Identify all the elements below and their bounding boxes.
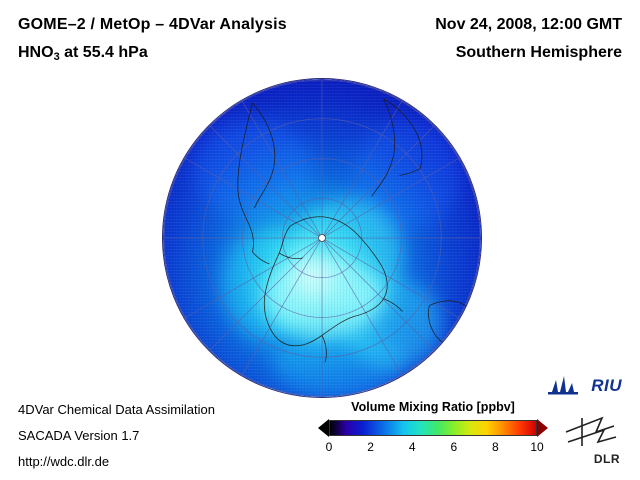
timestamp-label: Nov 24, 2008, 12:00 GMT bbox=[435, 16, 622, 33]
colorbar-tick: 8 bbox=[492, 440, 499, 454]
colorbar-over-arrow bbox=[537, 419, 548, 437]
new-zealand-coastline bbox=[449, 361, 468, 384]
species-label bbox=[18, 44, 148, 62]
globe-disc bbox=[162, 78, 482, 398]
footer-line-2: SACADA Version 1.7 bbox=[18, 428, 140, 443]
south-pole-marker bbox=[319, 235, 326, 242]
species-suffix: at 55.4 hPa bbox=[59, 44, 148, 61]
colorbar-bar-row bbox=[318, 419, 548, 437]
colorbar-tick: 2 bbox=[367, 440, 374, 454]
south-america-coastline bbox=[238, 103, 275, 264]
dlr-logo-text: DLR bbox=[593, 452, 620, 466]
colorbar-under-arrow bbox=[318, 419, 329, 437]
colorbar-gradient bbox=[329, 420, 537, 436]
map-plot bbox=[162, 78, 482, 398]
footer-line-1: 4DVar Chemical Data Assimilation bbox=[18, 402, 215, 417]
colorbar bbox=[318, 400, 548, 456]
colorbar-tick: 0 bbox=[325, 440, 333, 454]
region-label: Southern Hemisphere bbox=[455, 44, 622, 61]
australia-coastline bbox=[429, 301, 473, 348]
colorbar-tick: 6 bbox=[450, 440, 458, 454]
species-subscript: 3 bbox=[53, 51, 60, 63]
riu-logo-text: RIU bbox=[591, 376, 622, 395]
species-prefix: HNO bbox=[18, 44, 54, 61]
page-title: GOME–2 / MetOp – 4DVar Analysis bbox=[18, 16, 287, 33]
footer-url[interactable]: http://wdc.dlr.de bbox=[18, 454, 110, 469]
africa-coastline bbox=[372, 99, 422, 196]
colorbar-tick: 10 bbox=[530, 440, 544, 454]
colorbar-tick: 4 bbox=[408, 440, 416, 454]
colorbar-title: Volume Mixing Ratio [ppbv] bbox=[351, 400, 515, 414]
map-overlay bbox=[163, 79, 481, 397]
colorbar-ticks bbox=[318, 440, 548, 456]
